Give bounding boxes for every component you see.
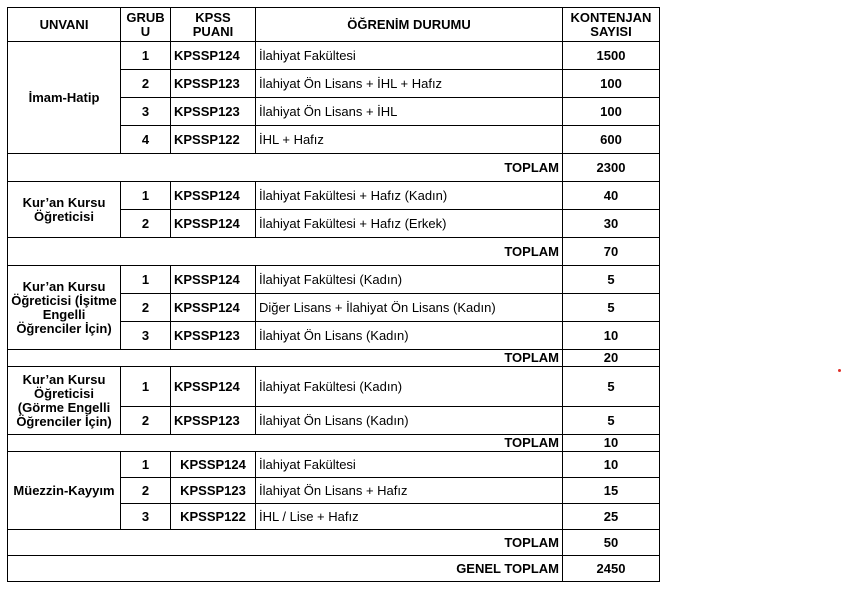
score-cell: KPSSP124 <box>171 452 256 478</box>
group-cell: 1 <box>121 266 171 294</box>
education-cell: İlahiyat Fakültesi <box>256 452 563 478</box>
header-group: GRUB U <box>121 8 171 42</box>
education-cell: İlahiyat Fakültesi (Kadın) <box>256 367 563 407</box>
education-cell: İlahiyat Ön Lisans + İHL + Hafız <box>256 70 563 98</box>
total-row <box>8 350 660 367</box>
total-label: TOPLAM <box>8 530 563 556</box>
education-cell: İlahiyat Ön Lisans (Kadın) <box>256 322 563 350</box>
section-title-kuran-kursu: Kur’an Kursu Öğreticisi <box>8 182 121 238</box>
section-title-muezzin-kayyim: Müezzin-Kayyım <box>8 452 121 530</box>
quota-cell: 30 <box>563 210 660 238</box>
quota-cell: 25 <box>563 504 660 530</box>
education-cell: İlahiyat Ön Lisans + Hafız <box>256 478 563 504</box>
education-cell: İlahiyat Fakültesi + Hafız (Erkek) <box>256 210 563 238</box>
section-title-isitme-engelli: Kur’an Kursu Öğreticisi (İşitme Engelli Öğrenciler İçin) <box>8 266 121 350</box>
group-cell: 3 <box>121 504 171 530</box>
quota-cell: 100 <box>563 70 660 98</box>
table-row <box>8 367 660 407</box>
total-value: 20 <box>563 350 660 367</box>
header-score: KPSS PUANI <box>171 8 256 42</box>
total-label: TOPLAM <box>8 350 563 367</box>
section-title-imam-hatip: İmam-Hatip <box>8 42 121 154</box>
education-cell: İlahiyat Fakültesi <box>256 42 563 70</box>
total-value: 70 <box>563 238 660 266</box>
score-cell: KPSSP124 <box>171 42 256 70</box>
marker-dot <box>838 369 841 372</box>
education-cell: İHL + Hafız <box>256 126 563 154</box>
group-cell: 3 <box>121 98 171 126</box>
group-cell: 2 <box>121 70 171 98</box>
score-cell: KPSSP124 <box>171 210 256 238</box>
quota-cell: 5 <box>563 407 660 435</box>
score-cell: KPSSP123 <box>171 70 256 98</box>
total-value: 2300 <box>563 154 660 182</box>
total-row <box>8 435 660 452</box>
score-cell: KPSSP124 <box>171 367 256 407</box>
score-cell: KPSSP122 <box>171 126 256 154</box>
total-label: TOPLAM <box>8 435 563 452</box>
total-value: 10 <box>563 435 660 452</box>
grand-total-label: GENEL TOPLAM <box>8 556 563 582</box>
score-cell: KPSSP123 <box>171 407 256 435</box>
score-cell: KPSSP122 <box>171 504 256 530</box>
table-row <box>8 42 660 70</box>
group-cell: 2 <box>121 478 171 504</box>
total-row <box>8 530 660 556</box>
total-value: 50 <box>563 530 660 556</box>
group-cell: 2 <box>121 210 171 238</box>
header-title: UNVANI <box>8 8 121 42</box>
header-education: ÖĞRENİM DURUMU <box>256 8 563 42</box>
group-cell: 1 <box>121 42 171 70</box>
total-label: TOPLAM <box>8 154 563 182</box>
group-cell: 3 <box>121 322 171 350</box>
group-cell: 2 <box>121 407 171 435</box>
score-cell: KPSSP123 <box>171 322 256 350</box>
score-cell: KPSSP123 <box>171 478 256 504</box>
education-cell: Diğer Lisans + İlahiyat Ön Lisans (Kadın) <box>256 294 563 322</box>
group-cell: 2 <box>121 294 171 322</box>
quota-cell: 40 <box>563 182 660 210</box>
table-row <box>8 182 660 210</box>
table-row <box>8 266 660 294</box>
quota-cell: 5 <box>563 367 660 407</box>
quota-cell: 600 <box>563 126 660 154</box>
education-cell: İlahiyat Ön Lisans (Kadın) <box>256 407 563 435</box>
score-cell: KPSSP124 <box>171 182 256 210</box>
group-cell: 1 <box>121 452 171 478</box>
quota-cell: 10 <box>563 452 660 478</box>
total-label: TOPLAM <box>8 238 563 266</box>
quota-cell: 100 <box>563 98 660 126</box>
education-cell: İlahiyat Fakültesi + Hafız (Kadın) <box>256 182 563 210</box>
table-row <box>8 452 660 478</box>
education-cell: İlahiyat Ön Lisans + İHL <box>256 98 563 126</box>
total-row <box>8 154 660 182</box>
grand-total-value: 2450 <box>563 556 660 582</box>
quota-cell: 1500 <box>563 42 660 70</box>
header-row <box>8 8 660 42</box>
quota-cell: 15 <box>563 478 660 504</box>
group-cell: 1 <box>121 182 171 210</box>
score-cell: KPSSP123 <box>171 98 256 126</box>
total-row <box>8 238 660 266</box>
quota-cell: 10 <box>563 322 660 350</box>
quota-cell: 5 <box>563 266 660 294</box>
education-cell: İlahiyat Fakültesi (Kadın) <box>256 266 563 294</box>
section-title-gorme-engelli: Kur’an Kursu Öğreticisi (Görme Engelli Öğrenciler İçin) <box>8 367 121 435</box>
score-cell: KPSSP124 <box>171 266 256 294</box>
quota-cell: 5 <box>563 294 660 322</box>
quota-table <box>7 7 660 582</box>
group-cell: 1 <box>121 367 171 407</box>
score-cell: KPSSP124 <box>171 294 256 322</box>
group-cell: 4 <box>121 126 171 154</box>
grand-total-row <box>8 556 660 582</box>
header-quota: KONTENJAN SAYISI <box>563 8 660 42</box>
education-cell: İHL / Lise + Hafız <box>256 504 563 530</box>
